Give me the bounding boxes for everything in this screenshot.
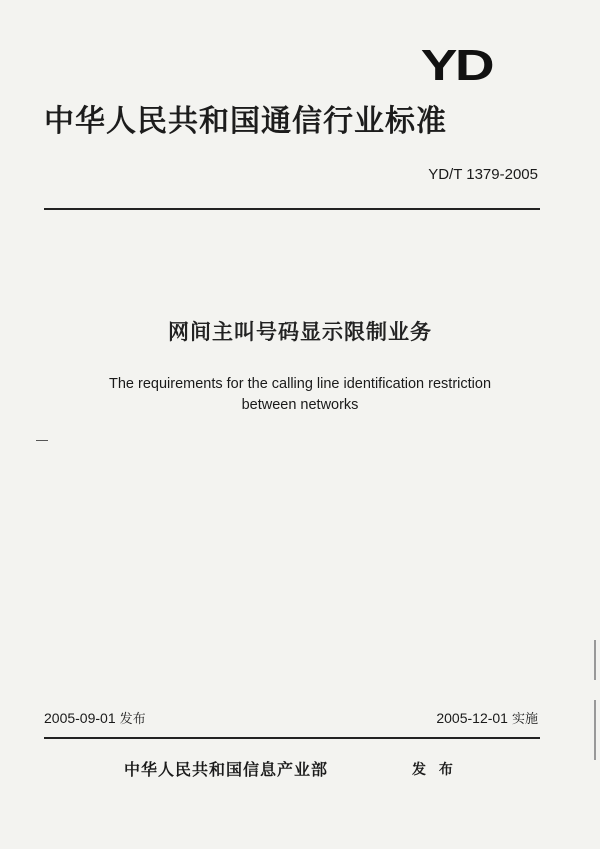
implementation-date-block <box>436 711 538 726</box>
scan-edge-mark <box>594 700 596 760</box>
english-title-line-1: The requirements for the calling line identification restriction <box>108 376 492 392</box>
issue-date: 2005-09-01 <box>44 710 116 726</box>
scan-edge-mark <box>594 640 596 680</box>
margin-mark <box>36 440 48 441</box>
issue-date-block <box>44 711 146 726</box>
english-title-line-2: between networks <box>241 397 359 413</box>
industry-standard-title: 中华人民共和国通信行业标准 <box>44 104 447 139</box>
publish-label: 发 布 <box>412 762 457 778</box>
standard-number: YD/T 1379-2005 <box>428 166 538 183</box>
implementation-label: 实施 <box>511 712 538 727</box>
document-title-english <box>0 374 600 416</box>
document-title-chinese: 网间主叫号码显示限制业务 <box>168 320 432 344</box>
publisher-name: 中华人民共和国信息产业部 <box>124 760 329 779</box>
bottom-divider <box>44 737 540 739</box>
implementation-date: 2005-12-01 <box>436 710 508 726</box>
yd-logo: YD <box>420 41 492 90</box>
top-divider <box>44 208 540 210</box>
issue-label: 发布 <box>119 712 146 727</box>
